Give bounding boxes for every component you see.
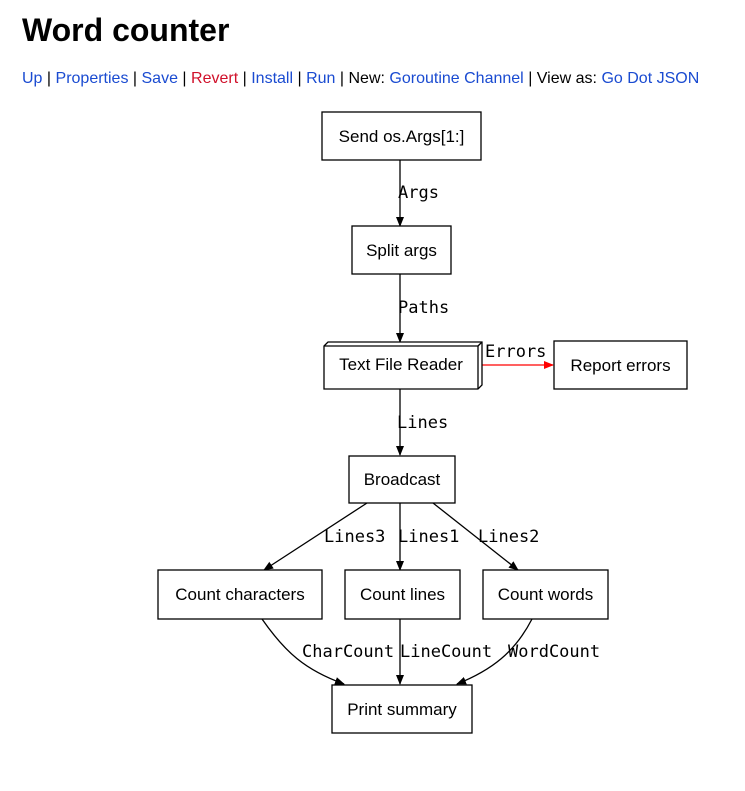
edge-label-lines3: Lines3: [324, 527, 386, 547]
new-goroutine-link[interactable]: Goroutine: [389, 70, 460, 87]
edge-label-args: Args: [398, 183, 439, 203]
node-count-characters[interactable]: [158, 570, 322, 619]
node-count-lines-label: Count lines: [359, 585, 446, 604]
edge-label-linecount: LineCount: [400, 642, 493, 662]
view-dot-link[interactable]: Dot: [627, 70, 653, 87]
node-print-summary-label: Print summary: [347, 700, 457, 719]
edge-label-lines1: Lines1: [398, 527, 460, 547]
node-split-args-label: Split args: [366, 241, 437, 260]
save-link[interactable]: Save: [141, 70, 178, 87]
node-split-args[interactable]: [352, 226, 451, 274]
node-text-file-reader-label: Text File Reader: [339, 355, 463, 374]
nav-separator: |: [242, 70, 247, 87]
node-text-file-reader[interactable]: [324, 342, 482, 389]
edge-label-lines2: Lines2: [478, 527, 540, 547]
node-broadcast[interactable]: [349, 456, 455, 503]
edge-label-wordcount: WordCount: [508, 642, 601, 662]
new-label: New:: [348, 70, 385, 87]
node-send-args-label: Send os.Args[1:]: [338, 127, 465, 146]
view-as-label: View as:: [536, 70, 597, 87]
nav-separator: |: [132, 70, 138, 87]
nav-separator: |: [182, 70, 187, 87]
run-link[interactable]: Run: [306, 70, 336, 87]
node-report-errors-label: Report errors: [570, 356, 671, 375]
revert-link[interactable]: Revert: [191, 70, 239, 87]
node-count-lines[interactable]: [345, 570, 460, 619]
edge-label-errors: Errors: [485, 342, 547, 362]
edge-label-lines: Lines: [397, 413, 449, 433]
new-channel-link[interactable]: Channel: [464, 70, 524, 87]
node-broadcast-label: Broadcast: [363, 470, 441, 489]
properties-link[interactable]: Properties: [55, 70, 129, 87]
node-count-words-label: Count words: [497, 585, 594, 604]
nav-separator: |: [339, 70, 345, 87]
node-send-args[interactable]: [322, 112, 481, 160]
edge-label-paths: Paths: [398, 298, 450, 318]
node-print-summary[interactable]: [332, 685, 472, 733]
node-report-errors[interactable]: [554, 341, 687, 389]
nav-separator: |: [46, 70, 52, 87]
nav-separator: |: [297, 70, 302, 87]
view-go-link[interactable]: Go: [601, 70, 623, 87]
up-link[interactable]: Up: [22, 70, 43, 87]
node-count-characters-label: Count characters: [175, 585, 305, 604]
node-count-words[interactable]: [483, 570, 608, 619]
page-title: Word counter: [22, 12, 230, 48]
install-link[interactable]: Install: [251, 70, 294, 87]
view-json-link[interactable]: JSON: [656, 70, 700, 87]
edge-label-charcount: CharCount: [302, 642, 395, 662]
nav-separator: |: [528, 70, 533, 87]
